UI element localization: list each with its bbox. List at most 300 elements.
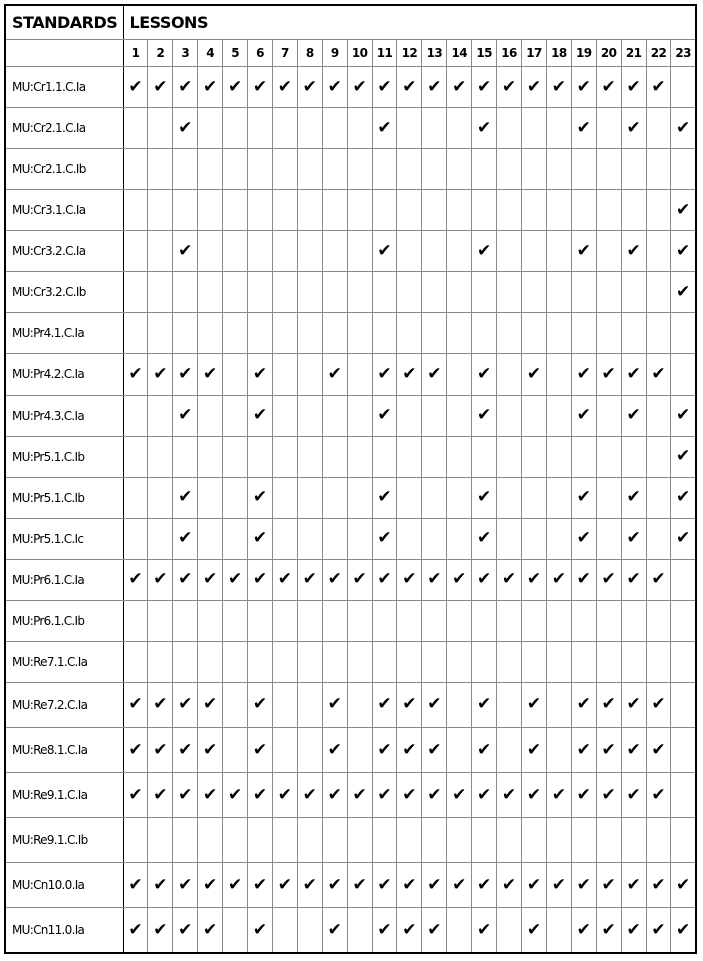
empty-cell (546, 682, 571, 727)
check-mark-icon: ✔ (472, 67, 497, 108)
empty-cell (297, 518, 322, 559)
empty-cell (272, 108, 297, 149)
check-mark-icon: ✔ (397, 559, 422, 600)
check-mark-icon: ✔ (472, 231, 497, 272)
check-mark-icon: ✔ (123, 728, 148, 773)
empty-cell (372, 436, 397, 477)
table-row (5, 354, 696, 395)
empty-cell (497, 641, 522, 682)
empty-cell (223, 149, 248, 190)
empty-cell (447, 108, 472, 149)
check-mark-icon: ✔ (497, 559, 522, 600)
lesson-number-5: 5 (223, 40, 248, 67)
empty-cell (571, 313, 596, 354)
check-mark-icon: ✔ (397, 682, 422, 727)
lesson-number-16: 16 (497, 40, 522, 67)
empty-cell (347, 313, 372, 354)
empty-cell (297, 728, 322, 773)
empty-cell (422, 231, 447, 272)
lesson-number-20: 20 (596, 40, 621, 67)
empty-cell (173, 190, 198, 231)
empty-cell (347, 149, 372, 190)
empty-cell (322, 436, 347, 477)
standard-code: MU:Pr6.1.C.Ib (5, 600, 123, 641)
empty-cell (123, 818, 148, 863)
check-mark-icon: ✔ (322, 773, 347, 818)
empty-cell (123, 231, 148, 272)
empty-cell (272, 231, 297, 272)
empty-cell (248, 313, 273, 354)
check-mark-icon: ✔ (646, 682, 671, 727)
check-mark-icon: ✔ (472, 863, 497, 908)
empty-cell (272, 818, 297, 863)
check-mark-icon: ✔ (123, 908, 148, 953)
check-mark-icon: ✔ (173, 354, 198, 395)
check-mark-icon: ✔ (372, 67, 397, 108)
empty-cell (397, 518, 422, 559)
empty-cell (522, 477, 547, 518)
check-mark-icon: ✔ (248, 67, 273, 108)
check-mark-icon: ✔ (148, 682, 173, 727)
check-mark-icon: ✔ (148, 728, 173, 773)
empty-cell (472, 818, 497, 863)
empty-cell (223, 682, 248, 727)
check-mark-icon: ✔ (198, 682, 223, 727)
check-mark-icon: ✔ (173, 108, 198, 149)
check-mark-icon: ✔ (198, 908, 223, 953)
empty-cell (571, 272, 596, 313)
empty-cell (447, 436, 472, 477)
empty-cell (198, 477, 223, 518)
check-mark-icon: ✔ (272, 559, 297, 600)
empty-cell (596, 641, 621, 682)
table-row (5, 477, 696, 518)
check-mark-icon: ✔ (621, 863, 646, 908)
check-mark-icon: ✔ (472, 682, 497, 727)
empty-cell (297, 313, 322, 354)
empty-cell (447, 818, 472, 863)
empty-cell (322, 600, 347, 641)
empty-cell (571, 149, 596, 190)
check-mark-icon: ✔ (422, 67, 447, 108)
empty-cell (123, 436, 148, 477)
header-row (5, 5, 696, 40)
empty-cell (198, 518, 223, 559)
empty-cell (223, 108, 248, 149)
check-mark-icon: ✔ (223, 863, 248, 908)
empty-cell (671, 559, 696, 600)
empty-cell (397, 477, 422, 518)
check-mark-icon: ✔ (646, 773, 671, 818)
table-row (5, 600, 696, 641)
empty-cell (347, 682, 372, 727)
standard-code: MU:Pr5.1.C.Ib (5, 477, 123, 518)
empty-cell (646, 149, 671, 190)
empty-cell (372, 190, 397, 231)
check-mark-icon: ✔ (223, 67, 248, 108)
empty-cell (173, 313, 198, 354)
empty-cell (522, 149, 547, 190)
empty-cell (272, 641, 297, 682)
check-mark-icon: ✔ (272, 67, 297, 108)
lesson-number-17: 17 (522, 40, 547, 67)
empty-cell (422, 436, 447, 477)
check-mark-icon: ✔ (173, 863, 198, 908)
check-mark-icon: ✔ (571, 559, 596, 600)
empty-cell (646, 600, 671, 641)
check-mark-icon: ✔ (522, 354, 547, 395)
empty-cell (497, 436, 522, 477)
empty-cell (297, 600, 322, 641)
check-mark-icon: ✔ (447, 559, 472, 600)
empty-cell (546, 908, 571, 953)
empty-cell (571, 436, 596, 477)
empty-cell (123, 190, 148, 231)
empty-cell (173, 149, 198, 190)
check-mark-icon: ✔ (671, 108, 696, 149)
check-mark-icon: ✔ (372, 682, 397, 727)
check-mark-icon: ✔ (571, 231, 596, 272)
check-mark-icon: ✔ (571, 108, 596, 149)
standard-code: MU:Pr5.1.C.Ic (5, 518, 123, 559)
empty-cell (347, 728, 372, 773)
empty-cell (297, 641, 322, 682)
standard-code: MU:Cr2.1.C.Ia (5, 108, 123, 149)
empty-cell (447, 477, 472, 518)
check-mark-icon: ✔ (646, 728, 671, 773)
empty-cell (422, 818, 447, 863)
empty-cell (322, 641, 347, 682)
empty-cell (223, 436, 248, 477)
empty-cell (173, 272, 198, 313)
check-mark-icon: ✔ (497, 773, 522, 818)
standard-code: MU:Pr4.3.C.Ia (5, 395, 123, 436)
check-mark-icon: ✔ (472, 395, 497, 436)
check-mark-icon: ✔ (223, 773, 248, 818)
empty-cell (148, 190, 173, 231)
empty-cell (646, 231, 671, 272)
empty-cell (546, 231, 571, 272)
empty-cell (372, 641, 397, 682)
empty-cell (272, 600, 297, 641)
empty-cell (322, 272, 347, 313)
lesson-number-row (5, 40, 696, 67)
lesson-number-18: 18 (546, 40, 571, 67)
empty-cell (422, 149, 447, 190)
check-mark-icon: ✔ (272, 863, 297, 908)
standard-code: MU:Pr5.1.C.Ib (5, 436, 123, 477)
check-mark-icon: ✔ (173, 477, 198, 518)
check-mark-icon: ✔ (571, 354, 596, 395)
empty-cell (447, 354, 472, 395)
table-row (5, 863, 696, 908)
check-mark-icon: ✔ (198, 67, 223, 108)
empty-cell (322, 477, 347, 518)
empty-cell (347, 436, 372, 477)
empty-cell (123, 477, 148, 518)
lesson-number-10: 10 (347, 40, 372, 67)
empty-cell (522, 313, 547, 354)
check-mark-icon: ✔ (671, 518, 696, 559)
empty-cell (198, 231, 223, 272)
empty-cell (272, 149, 297, 190)
check-mark-icon: ✔ (322, 863, 347, 908)
empty-cell (248, 600, 273, 641)
check-mark-icon: ✔ (248, 908, 273, 953)
empty-cell (472, 641, 497, 682)
empty-cell (422, 477, 447, 518)
check-mark-icon: ✔ (571, 863, 596, 908)
check-mark-icon: ✔ (372, 908, 397, 953)
check-mark-icon: ✔ (148, 908, 173, 953)
lesson-number-blank-cell (5, 40, 123, 67)
empty-cell (198, 190, 223, 231)
empty-cell (671, 313, 696, 354)
empty-cell (422, 518, 447, 559)
check-mark-icon: ✔ (621, 728, 646, 773)
empty-cell (422, 190, 447, 231)
check-mark-icon: ✔ (671, 477, 696, 518)
standard-code: MU:Pr4.2.C.Ia (5, 354, 123, 395)
lesson-number-15: 15 (472, 40, 497, 67)
empty-cell (671, 354, 696, 395)
check-mark-icon: ✔ (322, 67, 347, 108)
lesson-number-6: 6 (248, 40, 273, 67)
check-mark-icon: ✔ (472, 559, 497, 600)
empty-cell (123, 641, 148, 682)
empty-cell (472, 272, 497, 313)
check-mark-icon: ✔ (123, 773, 148, 818)
table-row (5, 518, 696, 559)
check-mark-icon: ✔ (372, 559, 397, 600)
check-mark-icon: ✔ (596, 67, 621, 108)
empty-cell (422, 641, 447, 682)
check-mark-icon: ✔ (148, 354, 173, 395)
empty-cell (397, 436, 422, 477)
empty-cell (671, 641, 696, 682)
empty-cell (223, 190, 248, 231)
empty-cell (223, 600, 248, 641)
empty-cell (546, 477, 571, 518)
table-row (5, 67, 696, 108)
lesson-number-9: 9 (322, 40, 347, 67)
standard-code: MU:Re8.1.C.Ia (5, 728, 123, 773)
empty-cell (272, 477, 297, 518)
table-row (5, 728, 696, 773)
check-mark-icon: ✔ (546, 773, 571, 818)
empty-cell (198, 108, 223, 149)
empty-cell (671, 600, 696, 641)
empty-cell (621, 641, 646, 682)
empty-cell (322, 190, 347, 231)
check-mark-icon: ✔ (472, 354, 497, 395)
empty-cell (546, 108, 571, 149)
empty-cell (447, 682, 472, 727)
check-mark-icon: ✔ (397, 354, 422, 395)
check-mark-icon: ✔ (198, 863, 223, 908)
empty-cell (497, 477, 522, 518)
check-mark-icon: ✔ (123, 682, 148, 727)
check-mark-icon: ✔ (621, 518, 646, 559)
empty-cell (522, 818, 547, 863)
empty-cell (223, 395, 248, 436)
check-mark-icon: ✔ (372, 773, 397, 818)
empty-cell (347, 908, 372, 953)
empty-cell (347, 600, 372, 641)
empty-cell (497, 682, 522, 727)
check-mark-icon: ✔ (148, 773, 173, 818)
check-mark-icon: ✔ (297, 67, 322, 108)
empty-cell (621, 313, 646, 354)
empty-cell (546, 313, 571, 354)
empty-cell (347, 272, 372, 313)
empty-cell (422, 272, 447, 313)
empty-cell (522, 272, 547, 313)
empty-cell (646, 108, 671, 149)
lesson-number-2: 2 (148, 40, 173, 67)
check-mark-icon: ✔ (173, 682, 198, 727)
empty-cell (596, 272, 621, 313)
empty-cell (248, 436, 273, 477)
empty-cell (497, 728, 522, 773)
empty-cell (297, 149, 322, 190)
empty-cell (198, 436, 223, 477)
check-mark-icon: ✔ (223, 559, 248, 600)
check-mark-icon: ✔ (621, 67, 646, 108)
empty-cell (198, 641, 223, 682)
check-mark-icon: ✔ (596, 728, 621, 773)
check-mark-icon: ✔ (621, 108, 646, 149)
check-mark-icon: ✔ (546, 863, 571, 908)
empty-cell (497, 313, 522, 354)
empty-cell (297, 190, 322, 231)
empty-cell (596, 231, 621, 272)
empty-cell (397, 272, 422, 313)
empty-cell (123, 149, 148, 190)
empty-cell (671, 149, 696, 190)
empty-cell (596, 477, 621, 518)
check-mark-icon: ✔ (621, 773, 646, 818)
empty-cell (447, 149, 472, 190)
check-mark-icon: ✔ (546, 67, 571, 108)
table-row (5, 436, 696, 477)
empty-cell (497, 190, 522, 231)
empty-cell (148, 313, 173, 354)
check-mark-icon: ✔ (272, 773, 297, 818)
empty-cell (272, 728, 297, 773)
empty-cell (272, 518, 297, 559)
check-mark-icon: ✔ (447, 863, 472, 908)
empty-cell (397, 395, 422, 436)
check-mark-icon: ✔ (372, 518, 397, 559)
check-mark-icon: ✔ (671, 908, 696, 953)
empty-cell (472, 313, 497, 354)
empty-cell (173, 600, 198, 641)
empty-cell (646, 818, 671, 863)
empty-cell (347, 190, 372, 231)
check-mark-icon: ✔ (322, 728, 347, 773)
check-mark-icon: ✔ (472, 728, 497, 773)
empty-cell (621, 190, 646, 231)
check-mark-icon: ✔ (347, 863, 372, 908)
check-mark-icon: ✔ (571, 477, 596, 518)
empty-cell (397, 190, 422, 231)
empty-cell (497, 231, 522, 272)
empty-cell (372, 600, 397, 641)
empty-cell (422, 108, 447, 149)
empty-cell (472, 149, 497, 190)
check-mark-icon: ✔ (322, 682, 347, 727)
standard-code: MU:Cn10.0.Ia (5, 863, 123, 908)
empty-cell (447, 231, 472, 272)
empty-cell (646, 477, 671, 518)
empty-cell (596, 149, 621, 190)
empty-cell (447, 313, 472, 354)
empty-cell (621, 600, 646, 641)
empty-cell (347, 518, 372, 559)
empty-cell (397, 600, 422, 641)
empty-cell (322, 231, 347, 272)
check-mark-icon: ✔ (621, 395, 646, 436)
empty-cell (596, 190, 621, 231)
empty-cell (546, 641, 571, 682)
standard-code: MU:Cn11.0.Ia (5, 908, 123, 953)
empty-cell (297, 477, 322, 518)
lesson-number-4: 4 (198, 40, 223, 67)
check-mark-icon: ✔ (173, 67, 198, 108)
check-mark-icon: ✔ (571, 908, 596, 953)
empty-cell (447, 600, 472, 641)
empty-cell (198, 149, 223, 190)
lesson-number-14: 14 (447, 40, 472, 67)
empty-cell (522, 641, 547, 682)
empty-cell (198, 818, 223, 863)
check-mark-icon: ✔ (422, 773, 447, 818)
empty-cell (522, 600, 547, 641)
standard-code: MU:Pr6.1.C.Ia (5, 559, 123, 600)
empty-cell (447, 395, 472, 436)
empty-cell (272, 395, 297, 436)
empty-cell (596, 108, 621, 149)
empty-cell (223, 908, 248, 953)
lesson-number-1: 1 (123, 40, 148, 67)
empty-cell (248, 641, 273, 682)
check-mark-icon: ✔ (596, 559, 621, 600)
check-mark-icon: ✔ (322, 908, 347, 953)
empty-cell (646, 641, 671, 682)
check-mark-icon: ✔ (248, 395, 273, 436)
check-mark-icon: ✔ (248, 682, 273, 727)
empty-cell (198, 600, 223, 641)
table-row (5, 641, 696, 682)
check-mark-icon: ✔ (372, 863, 397, 908)
check-mark-icon: ✔ (671, 863, 696, 908)
empty-cell (596, 436, 621, 477)
check-mark-icon: ✔ (671, 231, 696, 272)
empty-cell (223, 354, 248, 395)
empty-cell (497, 108, 522, 149)
empty-cell (173, 436, 198, 477)
check-mark-icon: ✔ (372, 395, 397, 436)
check-mark-icon: ✔ (123, 354, 148, 395)
check-mark-icon: ✔ (646, 863, 671, 908)
standard-code: MU:Re9.1.C.Ia (5, 773, 123, 818)
check-mark-icon: ✔ (571, 67, 596, 108)
check-mark-icon: ✔ (546, 559, 571, 600)
check-mark-icon: ✔ (621, 477, 646, 518)
table-row (5, 818, 696, 863)
empty-cell (621, 818, 646, 863)
